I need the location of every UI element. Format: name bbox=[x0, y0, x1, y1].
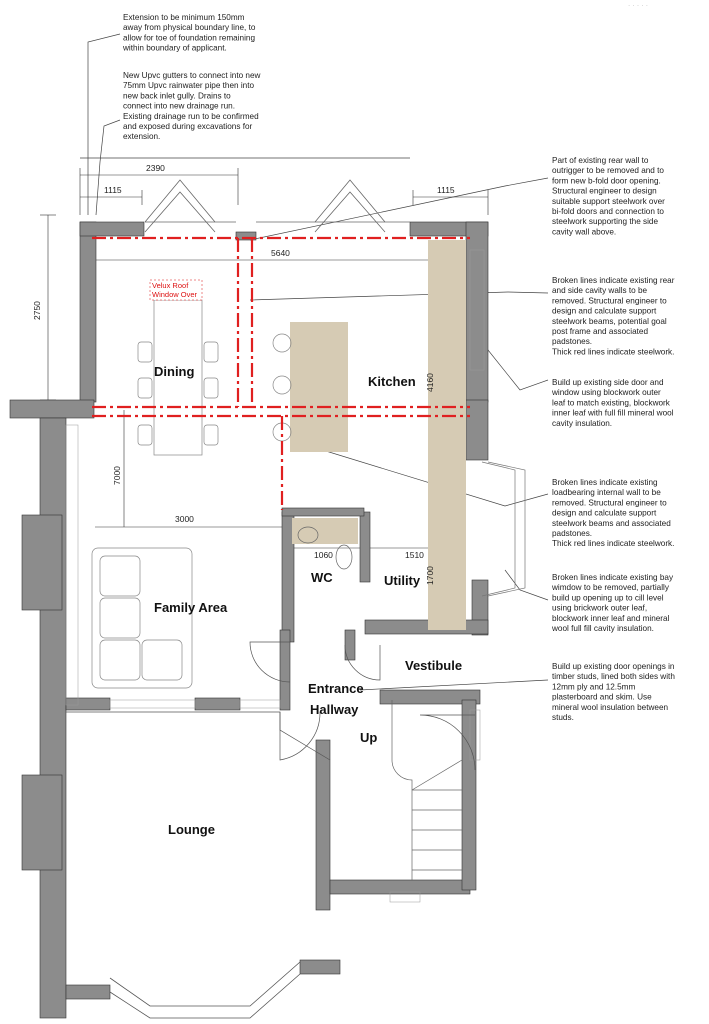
dim-4160: 4160 bbox=[425, 373, 435, 392]
note-7-line: wimdow to be removed, partially bbox=[552, 583, 669, 593]
note-3 bbox=[552, 156, 665, 236]
note-4-line: removed. Structural engineer to bbox=[552, 296, 667, 306]
note-3-line: Part of existing rear wall to bbox=[552, 156, 649, 165]
room-label-family-area: Family Area bbox=[154, 600, 228, 615]
note-4-line: Broken lines indicate existing rear bbox=[552, 276, 675, 285]
room-label-vestibule: Vestibule bbox=[405, 658, 463, 673]
dim-1115-right: 1115 bbox=[437, 185, 455, 195]
note-4-line: design and calculate support bbox=[552, 306, 657, 316]
note-6-line: removed. Structural engineer to bbox=[552, 498, 667, 508]
staircase bbox=[392, 700, 462, 880]
note-5-line: leaf to match existing, blockwork bbox=[552, 398, 670, 408]
dim-2390: 2390 bbox=[146, 163, 165, 173]
note-5-line: inner leaf with full fill mineral wool bbox=[552, 408, 674, 418]
note-6-line: design and calculate support bbox=[552, 508, 657, 518]
note-1-line: Extension to be minimum 150mm bbox=[123, 13, 245, 22]
room-label-wc: WC bbox=[311, 570, 333, 585]
room-label-lounge: Lounge bbox=[168, 822, 215, 837]
room-label-entrance: Entrance bbox=[308, 681, 364, 696]
note-4 bbox=[552, 276, 675, 356]
svg-text:. . . . .: . . . . . bbox=[628, 0, 649, 8]
room-label-dining: Dining bbox=[154, 364, 195, 379]
velux-line-1: Velux Roof bbox=[152, 281, 189, 290]
dim-3000: 3000 bbox=[175, 514, 194, 524]
note-4-line: Thick red lines indicate steelwork. bbox=[552, 347, 675, 357]
note-4-line: steelwork beams, potential goal bbox=[552, 316, 667, 326]
note-7-line: wool full fill cavity insulation. bbox=[552, 624, 654, 633]
note-1-line: within boundary of applicant. bbox=[123, 43, 227, 53]
note-6-line: steelwork beams and associated bbox=[552, 518, 671, 528]
velux-line-2: Window Over bbox=[152, 290, 198, 299]
note-6-line: loadbearing internal wall to be bbox=[552, 488, 661, 498]
note-8-line: mineral wool insulation between bbox=[552, 702, 669, 712]
velux-label bbox=[150, 280, 202, 300]
note-6-line: Broken lines indicate existing bbox=[552, 478, 658, 487]
note-1-line: allow for toe of foundation remaining bbox=[123, 33, 255, 43]
note-7-line: using brickwork outer leaf, bbox=[552, 603, 648, 613]
note-1 bbox=[122, 13, 256, 53]
room-label-up: Up bbox=[360, 730, 378, 745]
dim-1700: 1700 bbox=[425, 566, 435, 585]
room-label-hallway: Hallway bbox=[310, 702, 359, 717]
lounge-outline bbox=[66, 712, 330, 760]
note-3-line: steelwork supporting the side bbox=[552, 217, 659, 227]
note-5-line: window using blockwork outer bbox=[552, 388, 661, 398]
note-2-line: 75mm Upvc rainwater pipe then into bbox=[123, 81, 255, 91]
note-8-line: studs. bbox=[552, 713, 574, 722]
note-8-line: plasterboard and skim. Use bbox=[552, 692, 652, 702]
note-2-line: and exposed during excavations for bbox=[123, 122, 253, 131]
note-7 bbox=[551, 573, 674, 633]
dim-1510: 1510 bbox=[405, 550, 424, 560]
room-label-utility: Utility bbox=[384, 573, 421, 588]
note-8 bbox=[552, 662, 675, 722]
note-3-line: form new b-fold door opening. bbox=[552, 176, 661, 186]
note-2-line: extension. bbox=[123, 132, 161, 142]
note-2-line: New Upvc gutters to connect into new bbox=[123, 71, 261, 80]
note-2-line: new back inlet gully. Drains to bbox=[123, 91, 231, 101]
note-2-line: connect into new drainage run. bbox=[123, 101, 235, 111]
note-5-line: Build up existing side door and bbox=[552, 378, 664, 387]
note-5 bbox=[551, 378, 674, 428]
dim-1115-left: 1115 bbox=[104, 185, 122, 195]
note-6 bbox=[552, 478, 674, 548]
note-3-line: suitable support steelwork over bbox=[552, 196, 665, 206]
note-4-line: padstones. bbox=[552, 337, 593, 347]
annotation-notes bbox=[122, 13, 675, 722]
bifold-doors bbox=[145, 180, 410, 232]
note-8-line: 12mm ply and 12.5mm bbox=[552, 682, 636, 692]
note-6-line: Thick red lines indicate steelwork. bbox=[552, 539, 675, 549]
dim-5640: 5640 bbox=[271, 248, 290, 258]
note-8-line: timber studs, lined both sides with bbox=[552, 672, 675, 682]
note-4-line: post frame and associated bbox=[552, 327, 649, 336]
note-7-line: blockwork inner leaf and mineral bbox=[552, 613, 670, 623]
note-3-line: cavity wall above. bbox=[552, 227, 617, 237]
window-hatch bbox=[66, 250, 484, 902]
dim-7000: 7000 bbox=[112, 466, 122, 485]
note-2 bbox=[123, 71, 261, 141]
sofa bbox=[92, 548, 192, 688]
note-3-line: outrigger to be removed and to bbox=[552, 166, 664, 176]
note-6-line: padstones. bbox=[552, 529, 593, 538]
note-7-line: build up opening up to cill level bbox=[552, 593, 664, 603]
note-3-line: bi-fold doors and connection to bbox=[552, 207, 664, 216]
walls bbox=[10, 222, 488, 1018]
dim-2750: 2750 bbox=[32, 301, 42, 320]
note-1-line: away from physical boundary line, to bbox=[123, 23, 256, 33]
side-bay-window bbox=[482, 462, 525, 596]
note-4-line: and side cavity walls to be bbox=[552, 286, 648, 296]
note-2-line: Existing drainage run to be confirmed bbox=[123, 111, 259, 121]
note-8-line: Build up existing door openings in bbox=[552, 662, 675, 671]
bay-window bbox=[110, 962, 300, 1018]
note-5-line: cavity insulation. bbox=[552, 418, 613, 428]
note-3-line: Structural engineer to design bbox=[552, 186, 657, 196]
dim-1060: 1060 bbox=[314, 550, 333, 560]
note-7-line: Broken lines indicate existing bay bbox=[552, 573, 674, 582]
room-label-kitchen: Kitchen bbox=[368, 374, 416, 389]
